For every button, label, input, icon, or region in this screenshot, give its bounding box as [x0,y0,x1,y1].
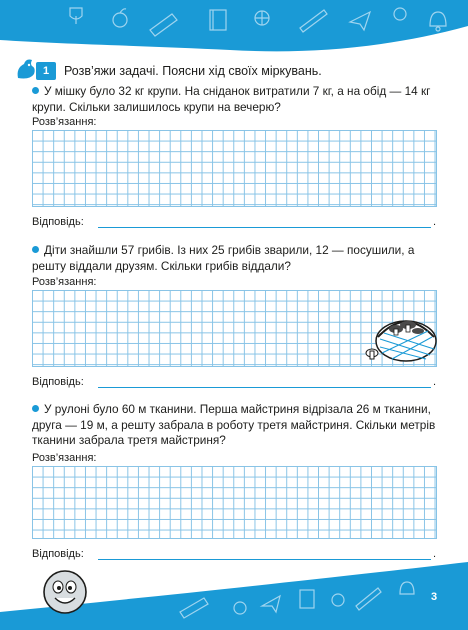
problem-2-text: Діти знайшли 57 грибів. Із них 25 грибів зварили, 12 — посушили, а решту віддали друзям. Скільки грибів віддали? [32,243,415,273]
mushroom-basket-image [362,303,444,365]
solution-label: Розв’язання: [32,452,97,464]
answer-line-1[interactable] [98,217,431,228]
solution-grid-3[interactable] [32,466,437,539]
task-number-badge: 1 [36,62,56,80]
problem-1-text: У мішку було 32 кг крупи. На сніданок витратили 7 кг, а на обід — 14 кг крупи. Скільки залишилось крупи на вечерю? [32,84,431,114]
globe-icon [255,11,269,25]
task-header [14,56,322,86]
bullet-icon [32,246,39,253]
page-number: 3 [431,591,438,603]
bullet-icon [32,405,39,412]
task-title: Розв’яжи задачі. Поясни хід своїх міркувань. [64,64,322,78]
squirrel-icon [14,56,38,82]
solution-grid-1[interactable] [32,130,437,207]
answer-line-2[interactable] [98,377,431,388]
solution-label: Розв’язання: [32,276,97,288]
answer-row-3: Відповідь: . [32,548,436,560]
answer-label: Відповідь: [32,548,84,560]
smiley-ball-image [40,568,90,616]
answer-label: Відповідь: [32,376,84,388]
answer-row-1: Відповідь: . [32,216,436,228]
solution-label: Розв’язання: [32,116,97,128]
answer-label: Відповідь: [32,216,84,228]
problem-3-text: У рулоні було 60 м тканини. Перша майстриня відрізала 26 м тканини, друга — 19 м, а решту забрала в роботу третя майстриня. Скільки метрів тканини забрала третя майстриня? [32,402,436,447]
top-banner [0,0,468,60]
bullet-icon [32,87,39,94]
answer-row-2: Відповідь: . [32,376,436,388]
